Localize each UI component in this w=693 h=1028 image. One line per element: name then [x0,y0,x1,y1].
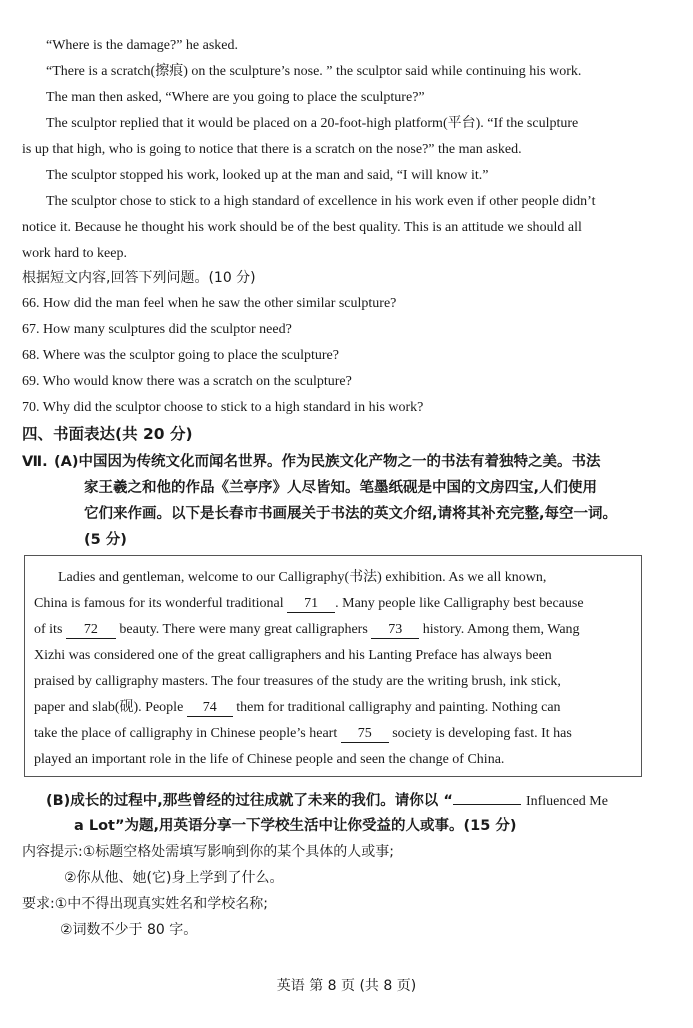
passage-line: Xizhi was considered one of the great calligraphers and his Lanting Preface has always been [34,648,552,663]
story-line: notice it. Because he thought his work should be of the best quality. This is an attitude we should all [22,220,582,235]
requirement: ②词数不少于 80 字。 [60,922,198,938]
story-line: “There is a scratch(擦痕) on the sculpture’s nose. ” the sculptor said while continuing his work. [46,64,582,79]
question-66: 66. How did the man feel when he saw the other similar sculpture? [22,296,397,311]
story-line: The sculptor replied that it would be placed on a 20-foot-high platform(平台). “If the sculpture [46,116,579,131]
passage-line: paper and slab(砚). People 74 them for traditional calligraphy and painting. Nothing can [34,700,561,715]
passage-line: China is famous for its wonderful traditional 71 . Many people like Calligraphy best because [34,596,584,611]
story-line: work hard to keep. [22,246,127,261]
question-68: 68. Where was the sculptor going to place the sculpture? [22,348,339,363]
questions-instruction: 根据短文内容,回答下列问题。(10 分) [22,270,256,286]
page-footer: 英语 第 8 页 (共 8 页) [276,978,417,994]
question-69: 69. Who would know there was a scratch on the sculpture? [22,374,352,389]
content-hint: ②你从他、她(它)身上学到了什么。 [64,870,284,886]
title-blank[interactable] [453,790,521,805]
content-hint: 内容提示:①标题空格处需填写影响到你的某个具体的人或事; [22,844,394,860]
question-70: 70. Why did the sculptor choose to stick to a high standard in his work? [22,400,424,415]
story-line: The sculptor chose to stick to a high standard of excellence in his work even if other people didn’t [46,194,596,209]
passage-line: Ladies and gentleman, welcome to our Calligraphy(书法) exhibition. As we all known, [58,570,547,585]
part-a-line: (A)中国因为传统文化而闻名世界。作为民族文化产物之一的书法有着独特之美。书法 [54,454,601,470]
requirement: 要求:①中不得出现真实姓名和学校名称; [22,896,268,912]
story-line: “Where is the damage?” he asked. [46,38,239,53]
story-line: The sculptor stopped his work, looked up at the man and said, “I will know it.” [46,168,489,183]
story-line: The man then asked, “Where are you going to place the sculpture?” [46,90,425,105]
section-heading: 四、书面表达(共 20 分) [22,425,193,443]
part-a-line: 家王羲之和他的作品《兰亭序》人尽皆知。笔墨纸砚是中国的文房四宝,人们使用 [84,480,598,496]
blank-72[interactable]: 72 [66,622,116,639]
passage-line: of its 72 beauty. There were many great calligraphers 73 history. Among them, Wang [34,622,580,637]
passage-line: played an important role in the life of Chinese people and seen the change of China. [34,752,505,767]
part-a-line: (5 分) [84,532,127,548]
story-line: is up that high, who is going to notice that there is a scratch on the nose?” the man asked. [22,142,522,157]
part-b-line: (B)成长的过程中,那些曾经的过往成就了未来的我们。请你以 “ Influenced Me [46,790,608,812]
part-a-line: 它们来作画。以下是长春市书画展关于书法的英文介绍,请将其补充完整,每空一词。 [84,506,618,522]
passage-line: praised by calligraphy masters. The four treasures of the study are the writing brush, ink stick, [34,674,561,689]
blank-74[interactable]: 74 [187,700,233,717]
question-67: 67. How many sculptures did the sculptor need? [22,322,292,337]
part-a-label: Ⅶ. [22,454,48,470]
blank-75[interactable]: 75 [341,726,389,743]
blank-73[interactable]: 73 [371,622,419,639]
part-b-line: a Lot”为题,用英语分享一下学校生活中让你受益的人或事。(15 分) [74,818,517,834]
blank-71[interactable]: 71 [287,596,335,613]
passage-line: take the place of calligraphy in Chinese people’s heart 75 society is developing fast. It has [34,726,572,741]
